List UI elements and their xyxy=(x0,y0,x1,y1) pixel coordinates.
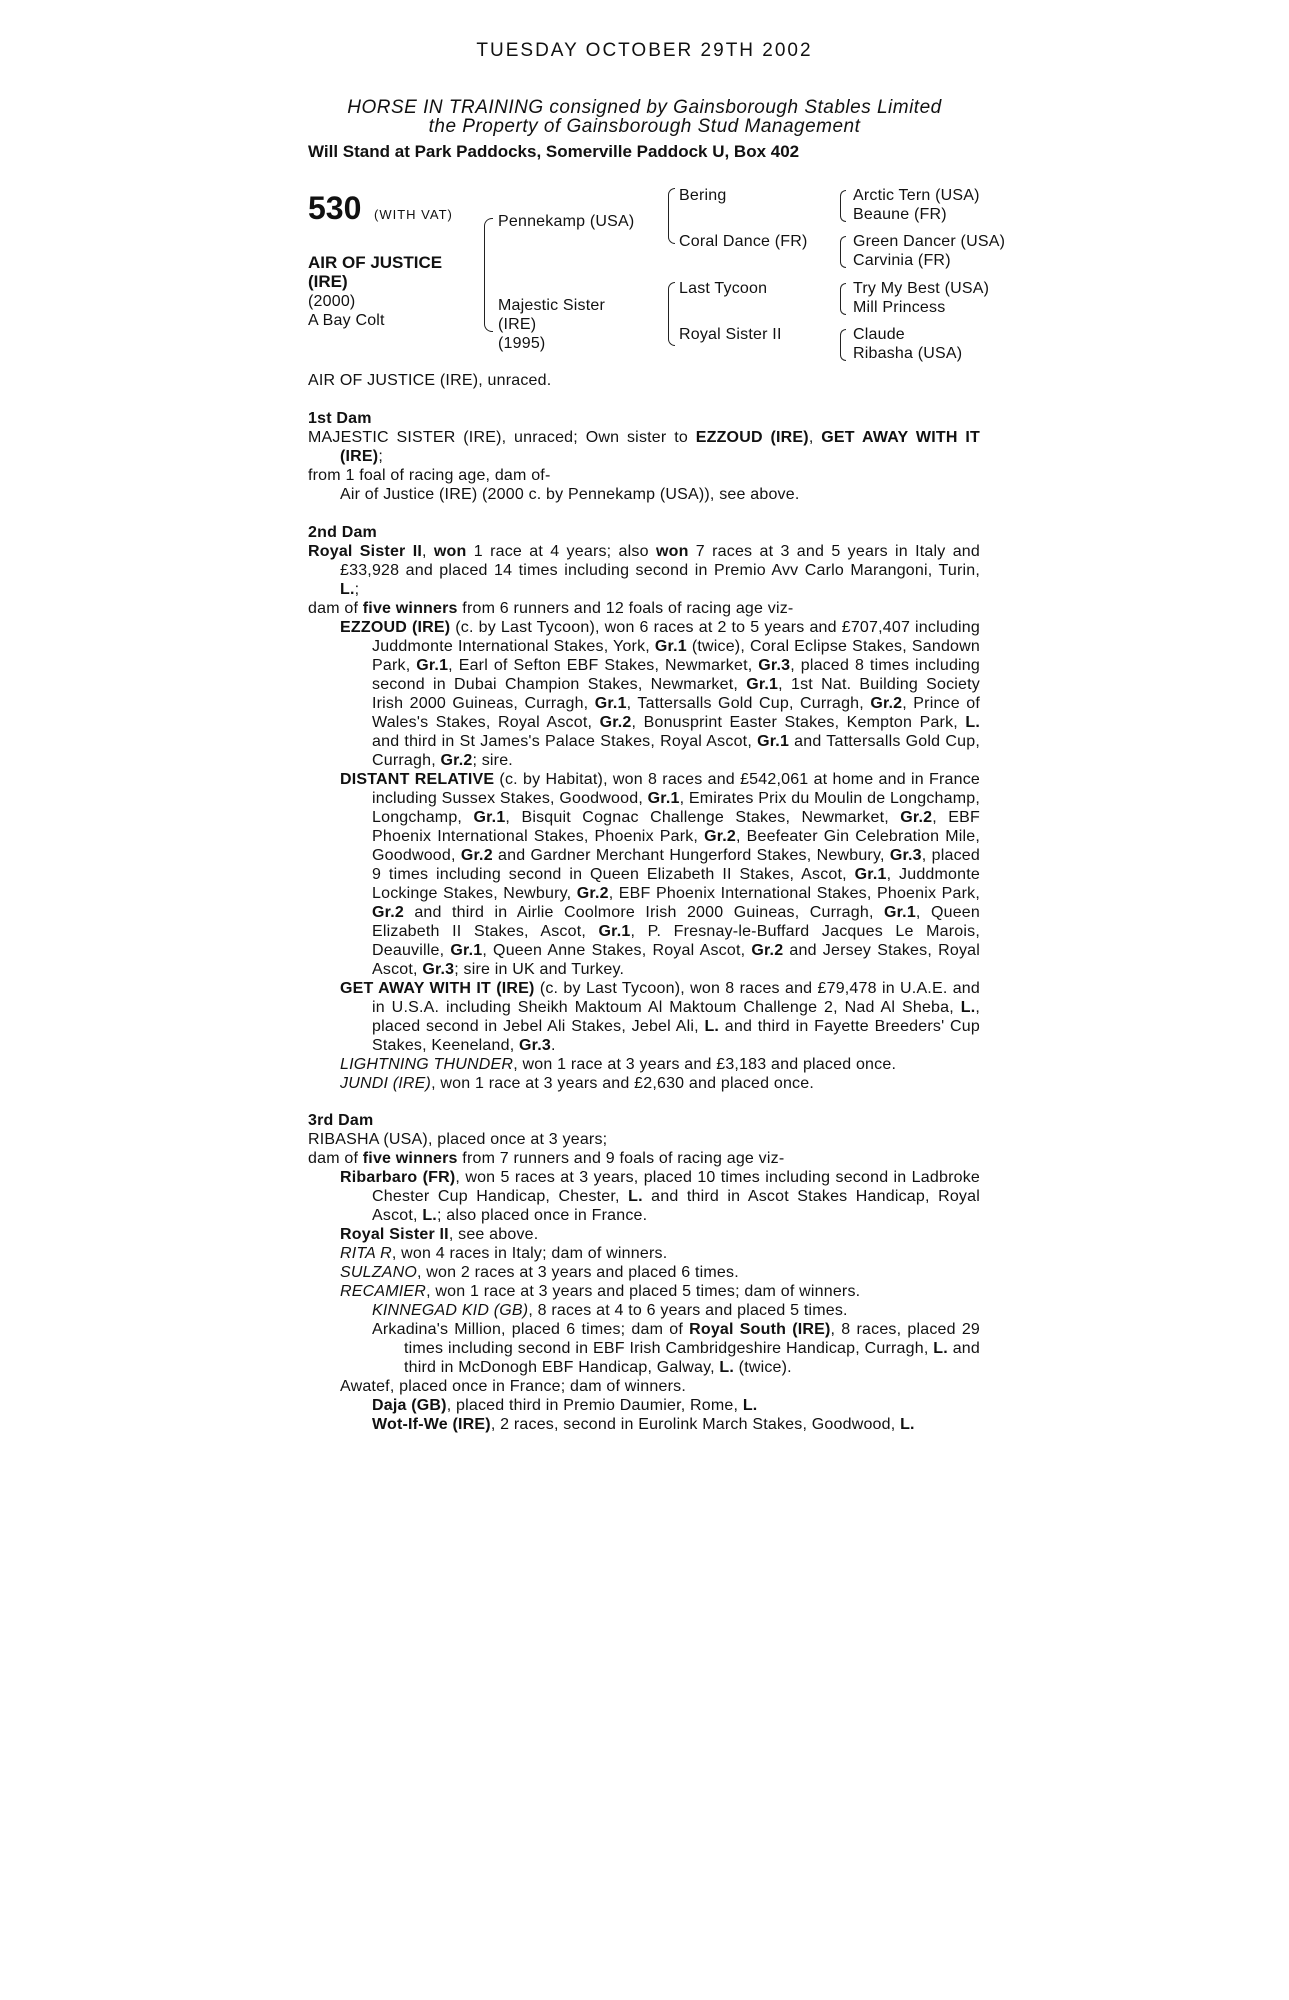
vat-note: (WITH VAT) xyxy=(374,207,453,222)
first-dam-section xyxy=(308,409,980,504)
pedigree-sd-sire: Green Dancer (USA) xyxy=(853,233,1006,250)
pedigree-brace-g3-2 xyxy=(840,236,846,268)
pedigree-dam-year: (1995) xyxy=(498,335,546,352)
produce-royal-sister: Royal Sister II, see above. xyxy=(340,1226,539,1243)
grandproduce-arkadinas-million: Arkadina's Million, placed 6 times; dam of Royal South (IRE), 8 races, placed 29 times including second in EBF Irish Cambridgeshire Handicap, Curragh, L. and third in McDonogh EBF Handicap, Galway, L. (twice). xyxy=(372,1321,981,1376)
sibling-get-away: GET AWAY WITH IT (IRE) xyxy=(340,429,980,465)
pedigree-brace-g3-3 xyxy=(840,283,846,315)
pedigree-ds-sire: Try My Best (USA) xyxy=(853,280,990,297)
pedigree-dam-name: Majestic Sister xyxy=(498,297,606,314)
pedigree-sire-sire: Bering xyxy=(679,187,727,204)
pedigree-brace-sire xyxy=(668,188,675,244)
horse-name: AIR OF JUSTICE (IRE) xyxy=(308,253,443,291)
third-dam-produce-intro: dam of five winners from 7 runners and 9 foals of racing age viz- xyxy=(308,1150,785,1167)
third-dam-section xyxy=(308,1111,980,1434)
produce-get-away-with-it: GET AWAY WITH IT (IRE) (c. by Last Tycoon), won 8 races and £79,478 in U.A.E. and in U.S.A. including Sheikh Maktoum Al Maktoum Challenge 2, Nad Al Sheba, L., placed second in Jebel Ali Stakes, Jebel Ali, L. and third in Fayette Breeders' Cup Stakes, Keeneland, Gr.3. xyxy=(340,980,980,1054)
pedigree-brace-dam xyxy=(668,282,675,346)
pedigree-dd-dam: Ribasha (USA) xyxy=(853,345,963,362)
foaling-year: (2000) xyxy=(308,293,356,310)
produce-sulzano: SULZANO, won 2 races at 3 years and placed 6 times. xyxy=(340,1264,739,1281)
pedigree-brace-g3-1 xyxy=(840,190,846,222)
sibling-ezzoud: EZZOUD (IRE) xyxy=(695,429,809,446)
pedigree-ds-dam: Mill Princess xyxy=(853,299,946,316)
consignor-block xyxy=(0,98,1289,136)
pedigree-sd-dam: Carvinia (FR) xyxy=(853,252,951,269)
pedigree-dam-dam: Royal Sister II xyxy=(679,326,782,343)
second-dam-section xyxy=(308,523,980,1093)
pedigree-dd-sire: Claude xyxy=(853,326,905,343)
third-dam-heading: 3rd Dam xyxy=(308,1112,374,1129)
pedigree-brace-g3-4 xyxy=(840,329,846,361)
second-dam-heading: 2nd Dam xyxy=(308,524,377,541)
second-dam-produce-intro: dam of five winners from 6 runners and 12 foals of racing age viz- xyxy=(308,600,794,617)
first-dam-produce: Air of Justice (IRE) (2000 c. by Pennekamp (USA)), see above. xyxy=(340,486,800,503)
pedigree-dam xyxy=(498,296,605,353)
produce-lightning-thunder: LIGHTNING THUNDER, won 1 race at 3 years and £3,183 and placed once. xyxy=(340,1056,897,1073)
first-dam-produce-intro: from 1 foal of racing age, dam of- xyxy=(308,467,551,484)
produce-distant-relative: DISTANT RELATIVE (c. by Habitat), won 8 races and £542,061 at home and in France including Sussex Stakes, Goodwood, Gr.1, Emirates Prix du Moulin de Longchamp, Longchamp, Gr.1, Bisquit Cognac Challenge Stakes, Newmarket, Gr.2, EBF Phoenix International Stakes, Phoenix Park, Gr.2, Beefeater Gin Celebration Mile, Goodwood, Gr.2 and Gardner Merchant Hungerford Stakes, Newbury, Gr.3, placed 9 times including second in Queen Elizabeth II Stakes, Ascot, Gr.1, Juddmonte Lockinge Stakes, Newbury, Gr.2, EBF Phoenix International Stakes, Phoenix Park, Gr.2 and third in Airlie Coolmore Irish 2000 Guineas, Curragh, Gr.1, Queen Elizabeth II Stakes, Ascot, Gr.1, P. Fresnay-le-Buffard Jacques Le Marois, Deauville, Gr.1, Queen Anne Stakes, Royal Ascot, Gr.2 and Jersey Stakes, Royal Ascot, Gr.3; sire in UK and Turkey. xyxy=(340,771,981,978)
property-line: the Property of Gainsborough Stud Management xyxy=(428,116,861,137)
consignor-line: HORSE IN TRAINING consigned by Gainsborough Stables Limited xyxy=(347,97,942,118)
grandproduce-wot-if-we: Wot-If-We (IRE), 2 races, second in Eurolink March Stakes, Goodwood, L. xyxy=(372,1416,915,1433)
produce-jundi: JUNDI (IRE), won 1 race at 3 years and £2,630 and placed once. xyxy=(340,1075,814,1092)
race-summary: AIR OF JUSTICE (IRE), unraced. xyxy=(308,372,552,389)
produce-rita-r: RITA R, won 4 races in Italy; dam of winners. xyxy=(340,1245,668,1262)
pedigree-sire: Pennekamp (USA) xyxy=(498,213,635,230)
pedigree-ss-dam: Beaune (FR) xyxy=(853,206,947,223)
second-dam-record: Royal Sister II, won 1 race at 4 years; also won 7 races at 3 and 5 years in Italy and £33,928 and placed 14 times including second in Premio Avv Carlo Marangoni, Turin, L.; xyxy=(308,543,980,598)
horse-details xyxy=(308,292,385,330)
first-dam-heading: 1st Dam xyxy=(308,410,372,427)
sale-date: TUESDAY OCTOBER 29TH 2002 xyxy=(476,40,813,61)
grandproduce-kinnegad-kid: KINNEGAD KID (GB), 8 races at 4 to 6 years and placed 5 times. xyxy=(372,1302,848,1319)
pedigree-sire-dam: Coral Dance (FR) xyxy=(679,233,808,250)
stand-location: Will Stand at Park Paddocks, Somerville Paddock U, Box 402 xyxy=(308,142,800,161)
pedigree-brace-main xyxy=(484,218,493,332)
produce-ezzoud: EZZOUD (IRE) (c. by Last Tycoon), won 6 races at 2 to 5 years and £707,407 including Juddmonte International Stakes, York, Gr.1 (twice), Coral Eclipse Stakes, Sandown Park, Gr.1, Earl of Sefton EBF Stakes, Newmarket, Gr.3, placed 8 times including second in Dubai Champion Stakes, Newmarket, Gr.1, 1st Nat. Building Society Irish 2000 Guineas, Curragh, Gr.1, Tattersalls Gold Cup, Curragh, Gr.2, Prince of Wales's Stakes, Royal Ascot, Gr.2, Bonusprint Easter Stakes, Kempton Park, L. and third in St James's Palace Stakes, Royal Ascot, Gr.1 and Tattersalls Gold Cup, Curragh, Gr.2; sire. xyxy=(340,619,981,769)
produce-recamier: RECAMIER, won 1 race at 3 years and placed 5 times; dam of winners. xyxy=(340,1283,861,1300)
first-dam-description: MAJESTIC SISTER (IRE), unraced; Own sister to EZZOUD (IRE), GET AWAY WITH IT (IRE); xyxy=(308,429,980,465)
pedigree-ss-sire: Arctic Tern (USA) xyxy=(853,187,980,204)
pedigree-dam-suffix: (IRE) xyxy=(498,316,537,333)
produce-ribarbaro: Ribarbaro (FR), won 5 races at 3 years, placed 10 times including second in Ladbroke Chester Cup Handicap, Chester, L. and third in Ascot Stakes Handicap, Royal Ascot, L.; also placed once in France. xyxy=(340,1169,980,1224)
pedigree-dam-sire: Last Tycoon xyxy=(679,280,768,297)
grandproduce-daja: Daja (GB), placed third in Premio Daumier, Rome, L. xyxy=(372,1397,758,1414)
produce-awatef: Awatef, placed once in France; dam of winners. xyxy=(340,1378,686,1395)
lot-number: 530 xyxy=(308,190,362,226)
horse-description: A Bay Colt xyxy=(308,312,385,329)
third-dam-record: RIBASHA (USA), placed once at 3 years; xyxy=(308,1131,608,1148)
